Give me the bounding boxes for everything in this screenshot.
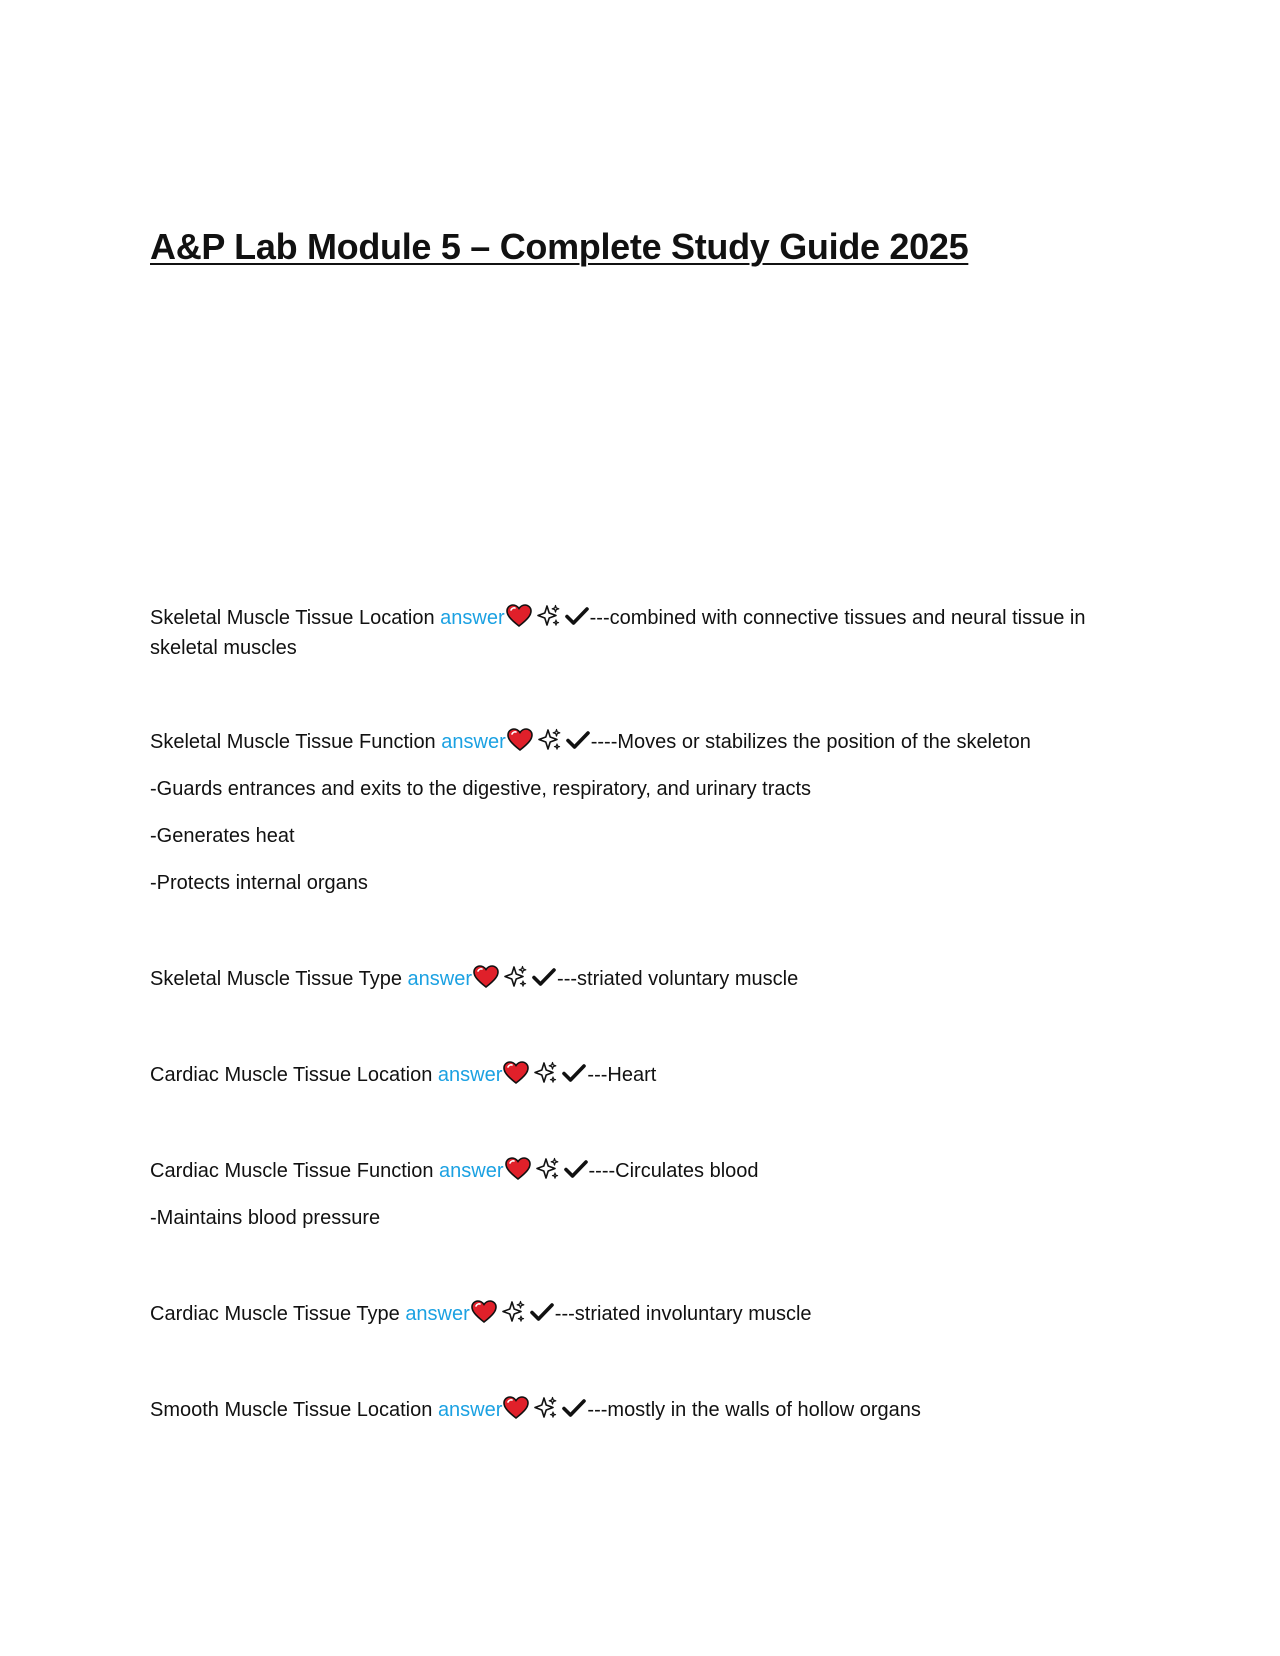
answer-text: ----Moves or stabilizes the position of the skeleton	[590, 731, 1031, 753]
page-title: A&P Lab Module 5 – Complete Study Guide 2025	[150, 226, 969, 267]
answer-line: -Protects internal organs	[150, 872, 368, 894]
answer-label: answer	[441, 731, 506, 753]
sparkle-icon	[536, 728, 562, 752]
answer-label: answer	[405, 1303, 470, 1325]
sparkle-icon	[532, 1396, 558, 1420]
sparkle-icon	[532, 1061, 558, 1085]
answer-label: answer	[440, 607, 505, 629]
qa-entry	[150, 603, 1130, 663]
check-icon	[563, 1157, 589, 1181]
answer-icons	[503, 1061, 587, 1085]
question-text: Smooth Muscle Tissue Location	[150, 1399, 433, 1421]
check-icon	[561, 1061, 587, 1085]
sparkle-icon	[500, 1300, 526, 1324]
check-icon	[531, 965, 557, 989]
qa-entry	[150, 1299, 1130, 1329]
answer-icons	[503, 1396, 587, 1420]
qa-entry	[150, 727, 1130, 757]
answer-icons	[473, 965, 557, 989]
heart-icon	[506, 604, 532, 628]
heart-icon	[503, 1061, 529, 1085]
sparkle-icon	[535, 604, 561, 628]
answer-icons	[471, 1300, 555, 1324]
question-text: Cardiac Muscle Tissue Function	[150, 1160, 434, 1182]
qa-entry	[150, 1156, 1130, 1186]
heart-icon	[473, 965, 499, 989]
question-text: Skeletal Muscle Tissue Type	[150, 968, 402, 990]
sparkle-icon	[502, 965, 528, 989]
qa-list	[150, 603, 1130, 1425]
question-text: Cardiac Muscle Tissue Type	[150, 1303, 400, 1325]
answer-icons	[505, 1157, 589, 1181]
question-text: Cardiac Muscle Tissue Location	[150, 1064, 433, 1086]
qa-entry	[150, 1395, 1130, 1425]
heart-icon	[471, 1300, 497, 1324]
answer-label: answer	[437, 1064, 503, 1086]
answer-label: answer	[437, 1399, 503, 1421]
answer-text: ---striated involuntary muscle	[554, 1303, 812, 1325]
check-icon	[529, 1300, 555, 1324]
answer-line: -Generates heat	[150, 825, 295, 847]
heart-icon	[505, 1157, 531, 1181]
answer-icons	[507, 728, 591, 752]
qa-entry	[150, 1060, 1130, 1090]
answer-icons	[506, 604, 590, 628]
heart-icon	[503, 1396, 529, 1420]
sparkle-icon	[534, 1157, 560, 1181]
check-icon	[561, 1396, 587, 1420]
answer-label: answer	[439, 1160, 504, 1182]
check-icon	[564, 604, 590, 628]
heart-icon	[507, 728, 533, 752]
answer-text: ----Circulates blood	[588, 1160, 759, 1182]
answer-line: -Guards entrances and exits to the digestive, respiratory, and urinary tracts	[150, 778, 812, 800]
answer-text: ---mostly in the walls of hollow organs	[587, 1399, 921, 1421]
question-text: Skeletal Muscle Tissue Location	[150, 607, 435, 629]
check-icon	[565, 728, 591, 752]
answer-text: ---Heart	[587, 1064, 657, 1086]
answer-text: ---combined with connective tissues and neural tissue in skeletal muscles	[150, 607, 1086, 659]
answer-label: answer	[407, 968, 473, 990]
qa-entry	[150, 964, 1130, 994]
answer-text: ---striated voluntary muscle	[557, 968, 799, 990]
question-text: Skeletal Muscle Tissue Function	[150, 731, 436, 753]
answer-line: -Maintains blood pressure	[150, 1207, 381, 1229]
